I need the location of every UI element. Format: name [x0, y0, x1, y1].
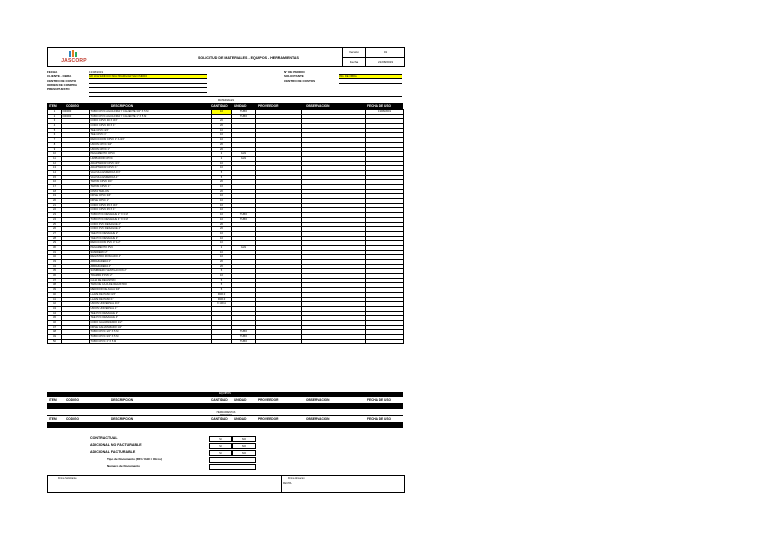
col-descripcion-3: DESCRIPCION	[111, 417, 134, 421]
table-row	[48, 339, 404, 344]
label-tipo-documento: Tipo de Documento (RFI / OdC / Otros)	[107, 457, 162, 461]
cell-item[interactable]: 30	[48, 245, 62, 250]
cell-item[interactable]: 7	[48, 138, 62, 143]
cell-desc[interactable]: SOMBRERO VENTILACION 2"	[90, 269, 212, 274]
cell-item[interactable]: 9	[48, 147, 62, 152]
cell-item[interactable]: 1	[48, 110, 62, 115]
cell-item[interactable]: 34	[48, 264, 62, 269]
cell-item[interactable]: 4	[48, 124, 62, 129]
cell-obs[interactable]	[302, 339, 366, 344]
cell-desc[interactable]: TUBO PVC DESAGUE 4" X 3 M	[90, 217, 212, 222]
label-orden: ORDEN DE COMPRA	[47, 82, 78, 87]
col-fecha-uso: FECHA DE USO	[367, 104, 391, 108]
field-fecha[interactable]: 13/08/2019	[89, 70, 207, 75]
cell-qty[interactable]: 10	[212, 133, 232, 138]
cell-item[interactable]: 26	[48, 227, 62, 232]
adicional-no-si-box[interactable]: SI	[209, 443, 232, 449]
section-herramientas-title: HERRAMIENTAS	[216, 411, 236, 414]
cell-item[interactable]: 37	[48, 278, 62, 283]
cell-qty[interactable]: 2	[212, 152, 232, 157]
equipos-empty-bar	[47, 403, 403, 409]
cell-item[interactable]: 35	[48, 269, 62, 274]
cell-qty[interactable]: 5	[212, 269, 232, 274]
cell-item[interactable]: 8	[48, 142, 62, 147]
cell-desc[interactable]: TUBO CPVC 1/2" X 5 M	[90, 330, 212, 335]
col-cantidad-2: CANTIDAD	[211, 398, 228, 402]
cell-code[interactable]: 000000	[62, 114, 90, 119]
cell-desc[interactable]: TAPA DE CAJA DE REGISTRO	[90, 283, 212, 288]
company-logo	[52, 50, 96, 64]
cell-desc[interactable]: MEDIDOR DE AGUA 3/4"	[90, 288, 212, 293]
cell-qty[interactable]: 10	[212, 185, 232, 190]
cell-desc[interactable]: CODO CPVC 45 X 3/4"	[90, 203, 212, 208]
signature-divider	[281, 476, 282, 492]
label-adicional-no-facturable: ADICIONAL NO FACTURABLE	[90, 443, 142, 447]
cell-qty[interactable]: 10	[212, 199, 232, 204]
cell-desc[interactable]: REDUCCION PVC 4" A 2"	[90, 241, 212, 246]
field-solicitante[interactable]: ING. DE OBRA	[339, 75, 402, 80]
cell-unit[interactable]: GLN	[232, 156, 256, 161]
field-centro-costos[interactable]	[339, 79, 402, 84]
cell-item[interactable]: 3	[48, 119, 62, 124]
cell-item[interactable]: 16	[48, 180, 62, 185]
date-label: Fecha	[343, 58, 366, 67]
cell-qty[interactable]: 10	[212, 208, 232, 213]
cell-qty[interactable]: 10	[212, 217, 232, 222]
info-right-labels	[284, 70, 315, 83]
cell-item[interactable]: 32	[48, 255, 62, 260]
cell-desc[interactable]: TAPON CPVC 1"	[90, 185, 212, 190]
cell-qty[interactable]: 10	[212, 138, 232, 143]
cell-unit[interactable]: GLN	[232, 245, 256, 250]
cell-item[interactable]: 29	[48, 241, 62, 246]
cell-qty[interactable]: 10	[212, 231, 232, 236]
col-item-2: ITEM	[49, 398, 57, 402]
cell-item[interactable]: 47	[48, 325, 62, 330]
signature-almacen-label: Firma Almacén	[288, 477, 305, 480]
cell-item[interactable]: 15	[48, 175, 62, 180]
col-codigo-3: CODIGO	[66, 417, 79, 421]
cell-qty[interactable]: PAR.0	[212, 292, 232, 297]
cell-desc[interactable]: ADAPTADOR CPVC 1"	[90, 166, 212, 171]
cell-qty[interactable]: 10	[212, 213, 232, 218]
cell-item[interactable]: 27	[48, 231, 62, 236]
cell-item[interactable]: 31	[48, 250, 62, 255]
cell-unit[interactable]: TUBO	[232, 114, 256, 119]
logo-mark-icon	[68, 50, 78, 57]
cell-item[interactable]: 48	[48, 330, 62, 335]
label-solicitante: SOLICITANTE	[284, 74, 304, 79]
cell-item[interactable]: 42	[48, 302, 62, 307]
cell-desc[interactable]: TEE PVC DESAGUE 4"	[90, 316, 212, 321]
cell-desc[interactable]: TUBO CPVC AGUA FRIA Y CALIENTE 1" X 5 M	[90, 114, 212, 119]
section-materiales-title: MATERIALES	[217, 99, 235, 102]
cell-item[interactable]: 13	[48, 166, 62, 171]
cell-qty[interactable]: 20	[212, 124, 232, 129]
col-codigo-2: CODIGO	[66, 398, 79, 402]
col-item: ITEM	[49, 104, 57, 108]
version-value: 01	[383, 50, 388, 54]
cell-item[interactable]: 45	[48, 316, 62, 321]
cell-desc[interactable]: CODO CPVC 45 X 1"	[90, 208, 212, 213]
cell-item[interactable]: 36	[48, 274, 62, 279]
cell-prov[interactable]	[256, 339, 302, 344]
cell-desc[interactable]: CODO CPVC 90 X 3/4"	[90, 119, 212, 124]
cell-desc[interactable]: TAPON CPVC 3/4"	[90, 180, 212, 185]
cell-desc[interactable]: LLAVE DE PASO 3/4"	[90, 292, 212, 297]
cell-desc[interactable]: CINTA TEFLON	[90, 189, 212, 194]
col-proveedor: PROVEEDOR	[258, 104, 279, 108]
cell-qty[interactable]: 10	[212, 194, 232, 199]
info-left-labels	[47, 70, 77, 91]
cell-item[interactable]: 24	[48, 217, 62, 222]
cell-qty[interactable]: 5	[212, 283, 232, 288]
cell-item[interactable]: 5	[48, 128, 62, 133]
label-adicional-facturable: ADICIONAL FACTURABLE	[90, 450, 136, 454]
cell-qty[interactable]: 20	[212, 227, 232, 232]
cell-qty[interactable]: 20	[212, 142, 232, 147]
cell-desc[interactable]: ABRAZADERA 2"	[90, 260, 212, 265]
cell-item[interactable]: 19	[48, 194, 62, 199]
cell-item[interactable]: 40	[48, 292, 62, 297]
cell-unit[interactable]: TUBO	[232, 213, 256, 218]
col-fecha-uso-2: FECHA DE USO	[367, 398, 391, 402]
col-cantidad: CANTIDAD	[211, 104, 228, 108]
cell-item[interactable]: 33	[48, 260, 62, 265]
cell-item[interactable]: 25	[48, 222, 62, 227]
cell-desc[interactable]: SUMIDERO 2"	[90, 250, 212, 255]
col-proveedor-2: PROVEEDOR	[258, 398, 279, 402]
adicional-no-no-box[interactable]: NO	[232, 443, 256, 449]
cell-item[interactable]: 10	[48, 152, 62, 157]
cell-item[interactable]: 6	[48, 133, 62, 138]
numero-documento-field[interactable]	[209, 464, 256, 470]
cell-item[interactable]: 46	[48, 320, 62, 325]
cell-desc[interactable]: TUBO PVC DESAGUE 2" X 3 M	[90, 213, 212, 218]
cell-item[interactable]: 39	[48, 288, 62, 293]
logo-text: JASCORP	[61, 58, 87, 64]
cell-qty[interactable]: 5	[212, 288, 232, 293]
cell-unit[interactable]: TUBO	[232, 339, 256, 344]
cell-desc[interactable]: TEE PVC DESAGUE 2"	[90, 311, 212, 316]
label-numero-documento: Numero de Documento	[107, 464, 141, 468]
herramientas-empty-bar	[47, 422, 403, 428]
cell-unit[interactable]: TUBO	[232, 330, 256, 335]
cell-desc[interactable]: VALVULA ESFERICA 1"	[90, 175, 212, 180]
cell-qty[interactable]: 20	[212, 119, 232, 124]
label-centro-costos: CENTRO DE COSTOS	[284, 78, 316, 83]
cell-desc[interactable]: TUBO CPVC 3/4" X 5 M	[90, 335, 212, 340]
signature-box	[47, 475, 405, 493]
cell-desc[interactable]: TEE CPVC 3/4"	[90, 128, 212, 133]
cell-desc[interactable]: CODO CPVC 90 X 1"	[90, 124, 212, 129]
cell-qty[interactable]: 2	[212, 245, 232, 250]
cell-qty[interactable]: 5	[212, 278, 232, 283]
cell-qty[interactable]: 10	[212, 241, 232, 246]
cell-item[interactable]: 41	[48, 297, 62, 302]
col-unidad-3: UNIDAD	[234, 417, 247, 421]
document-title: SOLICITUD DE MATERIALES - EQUIPOS - HERRAMIENTAS	[198, 56, 299, 60]
cell-qty[interactable]: PAR.0	[212, 297, 232, 302]
cell-desc[interactable]: TUBO CPVC 1" X 5 M	[90, 339, 212, 344]
cell-qty[interactable]: 2	[212, 156, 232, 161]
cell-item[interactable]: 14	[48, 170, 62, 175]
col-observacion-3: OBSERVACION	[306, 417, 330, 421]
cell-qty[interactable]: 10	[212, 203, 232, 208]
cell-qty[interactable]: 10	[212, 110, 232, 115]
cell-qty[interactable]: 10	[212, 236, 232, 241]
cell-desc[interactable]: YEE PVC DESAGUE 2"	[90, 231, 212, 236]
cell-qty[interactable]: 10	[212, 274, 232, 279]
cell-desc[interactable]: CODO PVC DESAGUE 4"	[90, 227, 212, 232]
cell-desc[interactable]: UNION UNIVERSAL 1"	[90, 306, 212, 311]
cell-qty[interactable]: 5	[212, 175, 232, 180]
col-observacion: OBSERVACION	[306, 104, 330, 108]
label-fecha: FECHA	[47, 70, 58, 74]
signature-solicitante-label: Firma Solicitante	[58, 477, 77, 480]
tipo-documento-field[interactable]	[209, 457, 256, 463]
col-unidad: UNIDAD	[234, 104, 247, 108]
col-descripcion: DESCRIPCION	[111, 104, 134, 108]
signature-fecha-label: FECHA	[283, 482, 292, 485]
cell-qty[interactable]: 10	[212, 166, 232, 171]
cell-item[interactable]: 18	[48, 189, 62, 194]
cell-qty[interactable]: 10	[212, 161, 232, 166]
cell-qty[interactable]: 20	[212, 180, 232, 185]
cell-desc[interactable]: TUBO CPVC AGUA FRIA Y CALIENTE 3/4" X 5 M	[90, 110, 212, 115]
col-cantidad-3: CANTIDAD	[211, 417, 228, 421]
col-observacion-2: OBSERVACION	[306, 398, 330, 402]
cell-unit[interactable]: TUBO	[232, 217, 256, 222]
cell-qty[interactable]: 10	[212, 255, 232, 260]
adicional-fact-no-box[interactable]: NO	[232, 450, 256, 456]
cell-desc[interactable]: REDUCCION CPVC 1" A 3/4"	[90, 138, 212, 143]
col-descripcion-2: DESCRIPCION	[111, 398, 134, 402]
cell-item[interactable]: 17	[48, 185, 62, 190]
cell-unit[interactable]: TUBO	[232, 335, 256, 340]
cell-desc[interactable]: LLAVE DE PASO 1"	[90, 297, 212, 302]
cell-item[interactable]: 38	[48, 283, 62, 288]
cell-qty[interactable]: 20	[212, 222, 232, 227]
cell-unit[interactable]: TUBO	[232, 110, 256, 115]
version-label: Versión	[343, 48, 366, 57]
cell-item[interactable]: 50	[48, 339, 62, 344]
section-equipos-title: EQUIPOS	[47, 392, 403, 396]
cell-desc[interactable]: ADAPTADOR CPVC 3/4"	[90, 161, 212, 166]
cell-item[interactable]: 20	[48, 199, 62, 204]
cell-qty[interactable]: 20	[212, 264, 232, 269]
cell-desc[interactable]: VALVULA ESFERICA 3/4"	[90, 170, 212, 175]
cell-qty[interactable]: X 100 A	[212, 302, 232, 307]
cell-qty[interactable]: 10	[212, 128, 232, 133]
field-extra	[89, 93, 402, 98]
cell-desc[interactable]: CODO PVC DESAGUE 2"	[90, 222, 212, 227]
cell-qty[interactable]: 10	[212, 250, 232, 255]
cell-item[interactable]: 2	[48, 114, 62, 119]
cell-qty[interactable]: 20	[212, 147, 232, 152]
cell-code[interactable]: 000000	[62, 110, 90, 115]
col-unidad-2: UNIDAD	[234, 398, 247, 402]
col-item-3: ITEM	[49, 417, 57, 421]
label-centro: CENTRO DE COSTO	[47, 78, 77, 83]
cell-qty[interactable]: 5	[212, 170, 232, 175]
cell-desc[interactable]: PEGAMENTO CPVC	[90, 152, 212, 157]
col-codigo: CODIGO	[66, 104, 79, 108]
version-box	[342, 48, 405, 66]
cell-desc[interactable]: NIPLE GALVANIZADO 1/2"	[90, 325, 212, 330]
date-value: 21/08/2019	[377, 60, 393, 64]
cell-item[interactable]: 21	[48, 203, 62, 208]
cell-desc[interactable]: NIPLE CPVC 1"	[90, 199, 212, 204]
contractual-si-box[interactable]: SI	[209, 436, 232, 442]
cell-date[interactable]	[366, 339, 404, 344]
cell-date[interactable]: 13/08/2019	[366, 110, 404, 115]
label-pedido: N° DE PEDIDO	[284, 70, 305, 74]
cell-item[interactable]: 12	[48, 161, 62, 166]
cell-desc[interactable]: UNION CPVC 3/4"	[90, 142, 212, 147]
contractual-no-box[interactable]: NO	[232, 436, 256, 442]
cell-desc[interactable]: ABRAZADERA 4"	[90, 264, 212, 269]
cell-desc[interactable]: REGISTRO ROSCADO 4"	[90, 255, 212, 260]
label-contractual: CONTRACTUAL	[90, 436, 118, 440]
cell-desc[interactable]: CODO GALVANIZADO 1/2"	[90, 320, 212, 325]
cell-item[interactable]: 11	[48, 156, 62, 161]
cell-desc[interactable]: YEE PVC DESAGUE 4"	[90, 236, 212, 241]
cell-desc[interactable]: TEE CPVC 1"	[90, 133, 212, 138]
cell-desc[interactable]: PEGAMENTO PVC	[90, 245, 212, 250]
cell-desc[interactable]: TRAMPA P PVC 2"	[90, 274, 212, 279]
cell-item[interactable]: 23	[48, 213, 62, 218]
cell-desc[interactable]: CAJA DE REGISTRO	[90, 278, 212, 283]
cell-item[interactable]: 49	[48, 335, 62, 340]
cell-desc[interactable]: LIMPIADOR CPVC	[90, 156, 212, 161]
cell-qty[interactable]: 20	[212, 189, 232, 194]
cell-code[interactable]	[62, 339, 90, 344]
adicional-fact-si-box[interactable]: SI	[209, 450, 232, 456]
cell-item[interactable]: 44	[48, 311, 62, 316]
cell-item[interactable]: 43	[48, 306, 62, 311]
cell-item[interactable]: 22	[48, 208, 62, 213]
cell-desc[interactable]: UNION CPVC 1"	[90, 147, 212, 152]
document-header	[47, 47, 405, 67]
materials-table	[47, 109, 404, 344]
col-fecha-uso-3: FECHA DE USO	[367, 417, 391, 421]
cell-qty[interactable]: 20	[212, 260, 232, 265]
cell-desc[interactable]: UNION UNIVERSAL 3/4"	[90, 302, 212, 307]
col-proveedor-3: PROVEEDOR	[258, 417, 279, 421]
label-presupuesto: PRESUPUESTO	[47, 87, 70, 92]
cell-unit[interactable]: GLN	[232, 152, 256, 157]
label-cliente: CLIENTE - OBRA	[47, 74, 72, 79]
cell-desc[interactable]: NIPLE CPVC 3/4"	[90, 194, 212, 199]
field-cliente[interactable]: GR 1012 EDIFICIO MULTIFAMILIAR SAN ISIDRO	[89, 75, 207, 80]
cell-qty[interactable]	[212, 339, 232, 344]
cell-item[interactable]: 28	[48, 236, 62, 241]
